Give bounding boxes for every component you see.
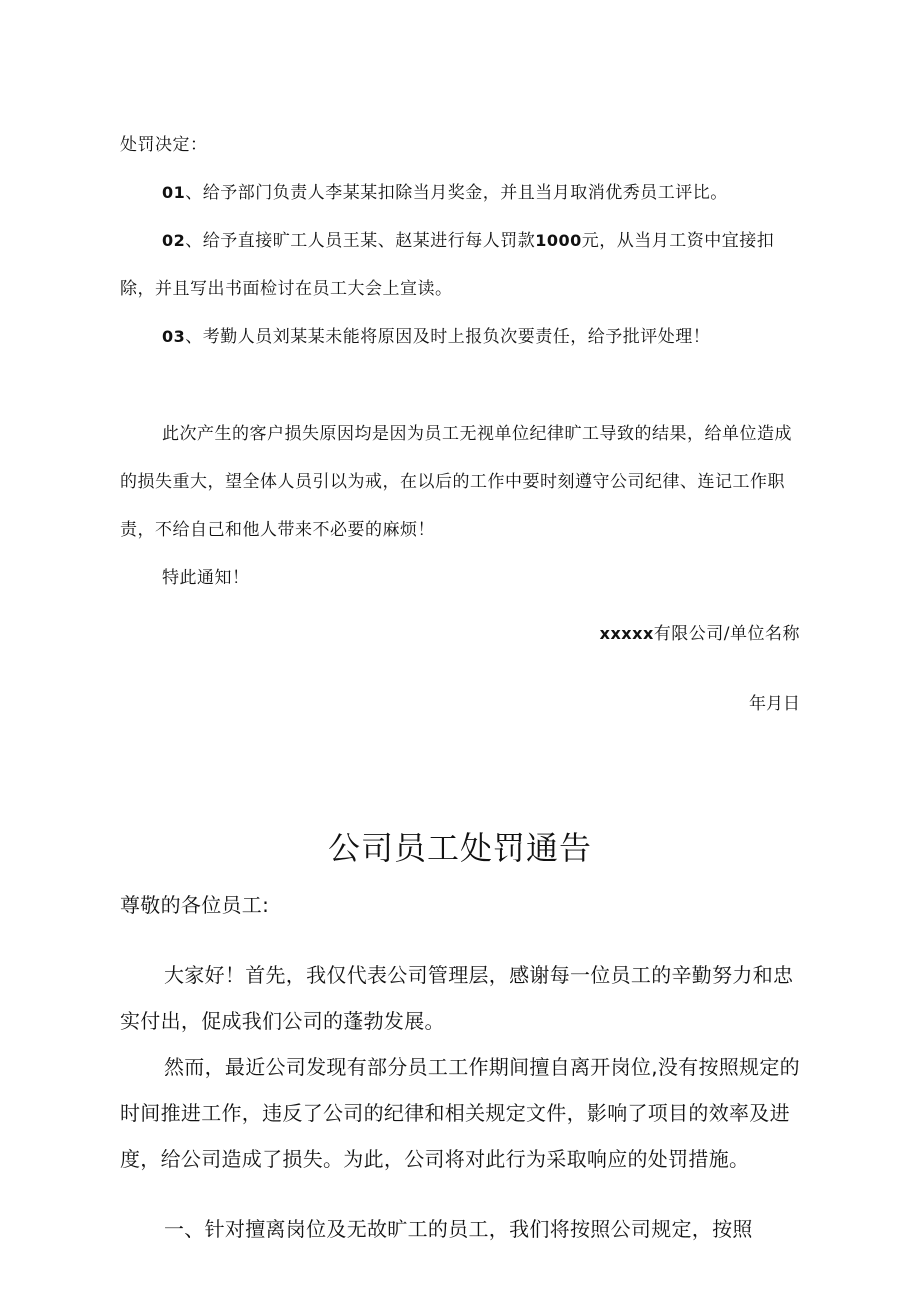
notice-title: 公司员工处罚通告 (327, 829, 592, 867)
item-number: 02 (162, 231, 186, 250)
penalty-item-3 (120, 313, 800, 361)
first-measure: 一、针对擅离岗位及无故旷工的员工，我们将按照公司规定，按照 (164, 1217, 753, 1241)
signature-date: 年月日 (749, 694, 800, 714)
company-name: 有限公司/单位名称 (653, 624, 800, 644)
greeting-paragraph: 大家好！首先，我仅代表公司管理层，感谢每一位员工的辛勤努力和忠实付出，促成我们公司的蓬勃发展。 (120, 963, 794, 1033)
item-text: 、给予部门负责人李某某扣除当月奖金，并且当月取消优秀员工评比。 (185, 183, 728, 203)
notice-section (120, 554, 800, 602)
company-signature (600, 610, 800, 658)
greeting-section (120, 952, 800, 1044)
violation-section (120, 1044, 800, 1182)
fine-amount: 1000 (535, 231, 582, 250)
penalty-item-2 (120, 217, 800, 313)
company-placeholder: xxxxx (599, 624, 654, 643)
item-text-continued: 元，从当月工资中宜接扣除，并且写出书面检讨在员工大会上宣读。 (120, 231, 775, 299)
penalty-item-1 (120, 169, 800, 217)
salutation-section (120, 882, 800, 928)
violation-paragraph: 然而，最近公司发现有部分员工工作期间擅自离开岗位,没有按照规定的时间推进工作，违反了公司的纪律和相关规定文件，影响了项目的效率及进度，给公司造成了损失。为此，公司将对此行为采取响应的处罚措施。 (120, 1055, 800, 1171)
item-text: 、考勤人员刘某某未能将原因及时上报负次要责任，给予批评处理！ (185, 327, 711, 347)
reason-section (120, 410, 800, 554)
penalty-items (120, 169, 800, 361)
item-number: 03 (162, 327, 186, 346)
salutation: 尊敬的各位员工: (120, 893, 270, 917)
reason-paragraph: 此次产生的客户损失原因均是因为员工无视单位纪律旷工导致的结果，给单位造成的损失重大，望全体人员引以为戒，在以后的工作中要时刻遵守公司纪律、连记工作职责，不给自己和他人带来不必要的麻烦！ (120, 424, 792, 540)
decision-section (120, 121, 800, 169)
item-number: 01 (162, 183, 186, 202)
measure-section (120, 1206, 800, 1252)
notice-text: 特此通知！ (162, 568, 250, 588)
item-text: 、给予直接旷工人员王某、赵某进行每人罚款 (185, 231, 536, 251)
decision-heading: 处罚决定： (120, 135, 208, 155)
